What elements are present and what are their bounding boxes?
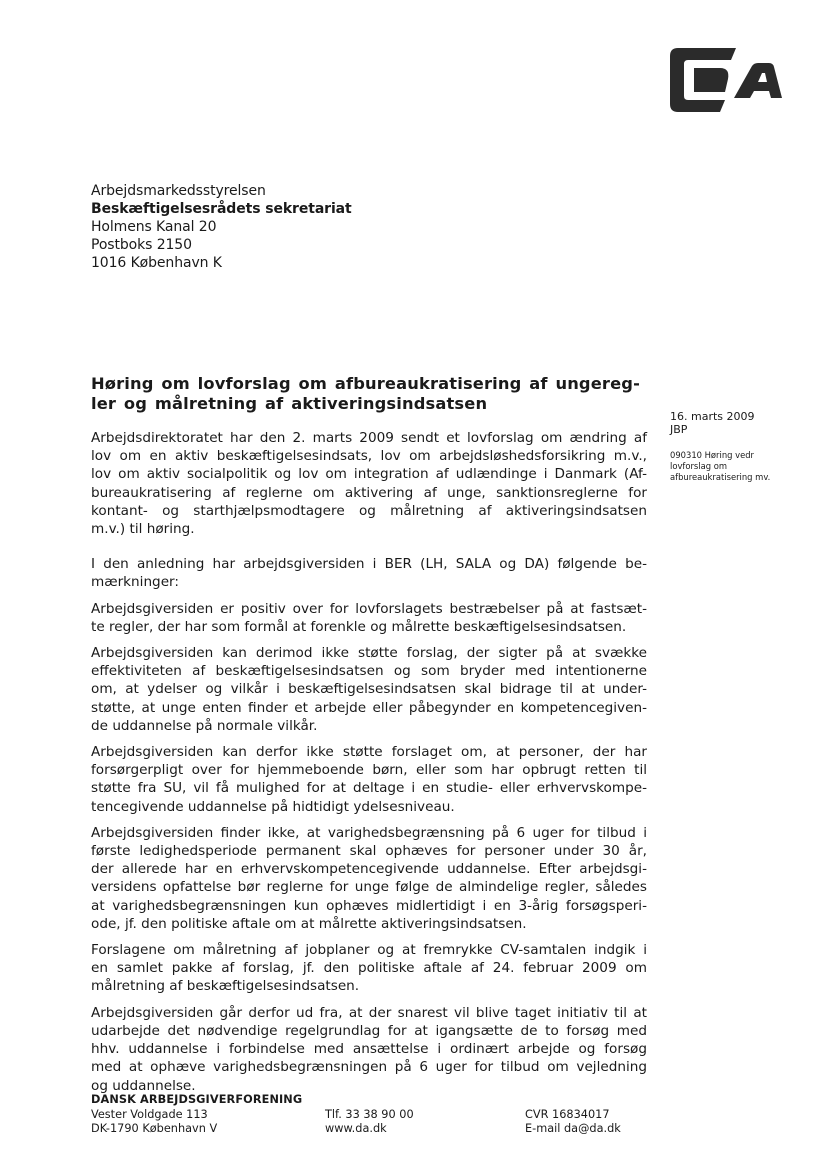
paragraph-line: forsørgerpligt over for hjemmeboende børn, eller som har opbrugt retten til <box>91 762 647 779</box>
paragraph <box>91 743 647 816</box>
recipient-city: 1016 København K <box>91 255 222 271</box>
paragraph-line: lov om en aktiv beskæftigelsesindsats, lov om arbejdsløshedsforsikring m.v., <box>91 448 647 465</box>
paragraph <box>91 600 647 636</box>
paragraph <box>91 941 647 996</box>
recipient-address <box>91 182 352 272</box>
paragraph-line: med at ophæve varighedsbegrænsningen på 6 uger for tilbud om vejledning <box>91 1059 647 1076</box>
document-reference <box>670 450 770 483</box>
paragraph-line: målretning af beskæftigelsesindsatsen. <box>91 978 360 995</box>
paragraph-line: m.v.) til høring. <box>91 521 195 538</box>
footer-website-link[interactable]: www.da.dk <box>325 1122 387 1135</box>
paragraph <box>91 644 647 735</box>
paragraph-line: Arbejdsdirektoratet har den 2. marts 2009 sendt et lovforslag om ændring af <box>91 430 647 446</box>
document-meta <box>670 410 770 483</box>
reference-line: 090310 Høring vedr <box>670 450 754 460</box>
paragraph-line: de uddannelse på normale vilkår. <box>91 717 318 734</box>
paragraph-line: Arbejdsgiversiden er positiv over for lovforslagets bestræbelser på at fastsæt- <box>91 600 647 617</box>
paragraph-line: støtte fra SU, vil få mulighed for at deltage i en studie- eller erhvervskompe- <box>91 780 647 797</box>
paragraph-line: at varighedsbegrænsningen kun ophæves midlertidigt i en 3-årig forsøgsperi- <box>91 897 647 914</box>
footer-contact <box>325 1108 414 1137</box>
recipient-department: Beskæftigelsesrådets sekretariat <box>91 201 352 217</box>
paragraph <box>91 1004 647 1095</box>
paragraph-line: I den anledning har arbejdsgiversiden i BER (LH, SALA og DA) følgende be- <box>91 556 647 573</box>
paragraph-line: kontant- og starthjælpsmodtagere og målretning af aktiveringsindsatsen <box>91 502 647 519</box>
paragraph-line: effektiviteten af beskæftigelsesindsatsen og som bryder med intentionerne <box>91 663 647 680</box>
paragraph-line: bureaukratisering af reglerne om aktivering af unge, sanktionsreglerne for <box>91 484 647 501</box>
paragraph <box>91 824 647 933</box>
paragraph-line: te regler, der har som formål at forenkle og målrette beskæftigelsesindsatsen. <box>91 618 627 635</box>
paragraph-line: Forslagene om målretning af jobplaner og at fremrykke CV-samtalen indgik i <box>91 942 647 959</box>
paragraph <box>91 429 647 538</box>
paragraph-line: lov om aktiv socialpolitik og lov om integration af udlændinge i Danmark (Af- <box>91 466 647 483</box>
recipient-street: Holmens Kanal 20 <box>91 219 217 235</box>
footer-registration <box>525 1108 621 1137</box>
letterhead-footer <box>91 1093 651 1138</box>
paragraph-line: en samlet pakke af forslag, jf. den politiske aftale af 24. februar 2009 om <box>91 960 647 977</box>
paragraph-line: Arbejdsgiversiden kan derimod ikke støtte forslag, der sigter på at svække <box>91 645 647 662</box>
footer-phone: Tlf. 33 38 90 00 <box>325 1107 414 1121</box>
paragraph-line: Arbejdsgiversiden går derfor ud fra, at der snarest vil blive taget initiativ til at <box>91 1004 647 1021</box>
paragraph <box>91 555 647 591</box>
paragraph-line: Arbejdsgiversiden finder ikke, at varighedsbegrænsning på 6 uger for tilbud i <box>91 824 647 841</box>
paragraph-line: og uddannelse. <box>91 1077 196 1094</box>
paragraph-line: første ledighedsperiode permanent skal ophæves for personer under 30 år, <box>91 843 647 860</box>
logo-letter-a <box>734 63 782 98</box>
paragraph-line: støtte, at unge enten finder et arbejde eller påbegynder en kompetencegiven- <box>91 699 647 716</box>
footer-cvr: CVR 16834017 <box>525 1107 610 1121</box>
reference-line: lovforslag om <box>670 461 728 471</box>
recipient-line: Arbejdsmarkedsstyrelsen <box>91 183 266 199</box>
paragraph-line: der allerede har en erhvervskompetencegivende uddannelse. Efter arbejdsgi- <box>91 861 647 878</box>
paragraph-line: udarbejde det nødvendige regelgrundlag for at igangsætte de to forsøg med <box>91 1022 647 1039</box>
logo-letter-d <box>694 68 728 92</box>
title-line: Høring om lovforslag om afbureaukratisering af ungereg- <box>91 374 641 393</box>
paragraph-line: versidens opfattelse bør reglerne for unge følge de almindelige regler, således <box>91 879 647 896</box>
paragraph-line: hhv. uddannelse i forbindelse med ansættelse i ordinært arbejde og forsøg <box>91 1041 647 1058</box>
paragraph-line: tencegivende uddannelse på hidtidigt ydelsesniveau. <box>91 798 455 815</box>
author-initials: JBP <box>670 423 688 436</box>
da-logo <box>668 46 784 114</box>
letter-body <box>91 429 647 1103</box>
document-title <box>91 374 651 413</box>
footer-street: Vester Voldgade 113 <box>91 1107 208 1121</box>
footer-email-link[interactable]: E-mail da@da.dk <box>525 1122 621 1135</box>
footer-city: DK-1790 København V <box>91 1122 218 1135</box>
paragraph-line: Arbejdsgiversiden kan derfor ikke støtte forslaget om, at personer, der har <box>91 744 647 761</box>
footer-organization: DANSK ARBEJDSGIVERFORENING <box>91 1093 303 1106</box>
paragraph-line: mærkninger: <box>91 574 179 591</box>
reference-line: afbureaukratisering mv. <box>670 472 771 482</box>
recipient-postbox: Postboks 2150 <box>91 237 192 253</box>
document-date: 16. marts 2009 <box>670 410 755 423</box>
paragraph-line: om, at ydelser og vilkår i beskæftigelsesindsatsen skal bidrage til at under- <box>91 681 647 698</box>
title-line: ler og målretning af aktiveringsindsatsen <box>91 393 488 413</box>
footer-address <box>91 1108 217 1137</box>
paragraph-line: ode, jf. den politiske aftale om at målrette aktiveringsindsatsen. <box>91 915 527 932</box>
